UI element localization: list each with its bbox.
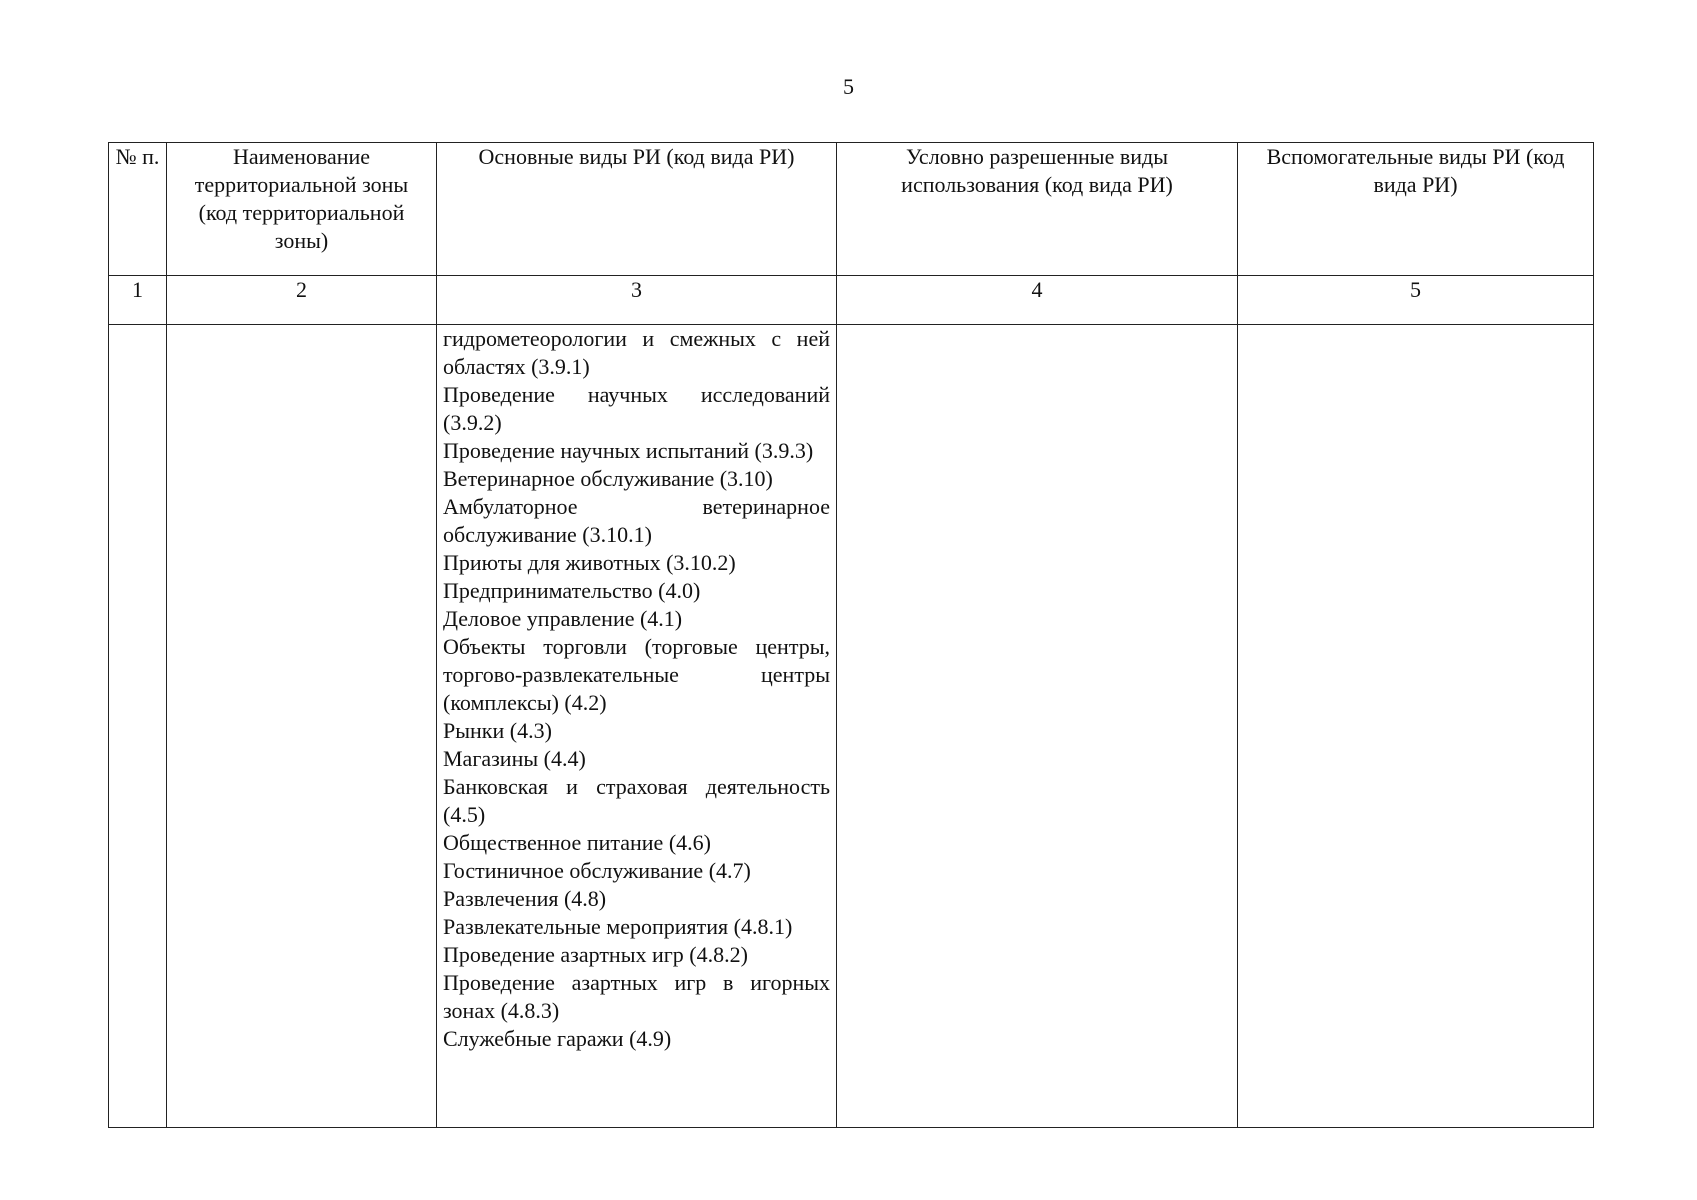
column-number: 3 xyxy=(437,276,837,325)
list-item: Служебные гаражи (4.9) xyxy=(443,1026,672,1051)
header-conditional-uses: Условно разрешенные виды использования (код вида РИ) xyxy=(837,143,1238,276)
header-row xyxy=(109,143,1594,276)
page-number: 5 xyxy=(843,74,854,99)
list-item: Магазины (4.4) xyxy=(443,746,586,771)
row-num-cell xyxy=(109,325,167,1128)
list-item: Объекты торговли (торговые центры, торгово-развлекательные центры (комплексы) (4.2) xyxy=(443,634,830,715)
list-item: Общественное питание (4.6) xyxy=(443,830,711,855)
list-item: Проведение научных испытаний (3.9.3) xyxy=(443,438,814,463)
list-item: Проведение научных исследований (3.9.2) xyxy=(443,382,830,435)
row-conditional-uses-cell xyxy=(837,325,1238,1128)
list-item: Развлечения (4.8) xyxy=(443,886,607,911)
row-zone-cell xyxy=(167,325,437,1128)
list-item: Гостиничное обслуживание (4.7) xyxy=(443,858,751,883)
row-main-uses-cell xyxy=(437,325,837,1128)
header-zone: Наименование территориальной зоны (код территориальной зоны) xyxy=(167,143,437,276)
list-item: Предпринимательство (4.0) xyxy=(443,578,701,603)
list-item: Проведение азартных игр (4.8.2) xyxy=(443,942,748,967)
list-item: Проведение азартных игр в игорных зонах (4.8.3) xyxy=(443,970,830,1023)
column-number: 5 xyxy=(1238,276,1594,325)
header-main-uses: Основные виды РИ (код вида РИ) xyxy=(437,143,837,276)
header-num: № п. xyxy=(109,143,167,276)
list-item: Рынки (4.3) xyxy=(443,718,552,743)
column-number: 4 xyxy=(837,276,1238,325)
column-number: 2 xyxy=(167,276,437,325)
list-item: Ветеринарное обслуживание (3.10) xyxy=(443,466,773,491)
list-item: Амбулаторное ветеринарное обслуживание (3.10.1) xyxy=(443,494,830,547)
table-row xyxy=(109,325,1594,1128)
list-item: Развлекательные мероприятия (4.8.1) xyxy=(443,914,793,939)
row-auxiliary-uses-cell xyxy=(1238,325,1594,1128)
header-auxiliary-uses: Вспомогательные виды РИ (код вида РИ) xyxy=(1238,143,1594,276)
column-number-row xyxy=(109,276,1594,325)
list-item: Банковская и страховая деятельность (4.5) xyxy=(443,774,830,827)
list-item: Приюты для животных (3.10.2) xyxy=(443,550,736,575)
list-item: гидрометеорологии и смежных с ней областях (3.9.1) xyxy=(443,326,830,379)
main-uses-list xyxy=(443,325,830,1053)
column-number: 1 xyxy=(109,276,167,325)
zones-table xyxy=(108,142,1594,1128)
list-item: Деловое управление (4.1) xyxy=(443,606,683,631)
